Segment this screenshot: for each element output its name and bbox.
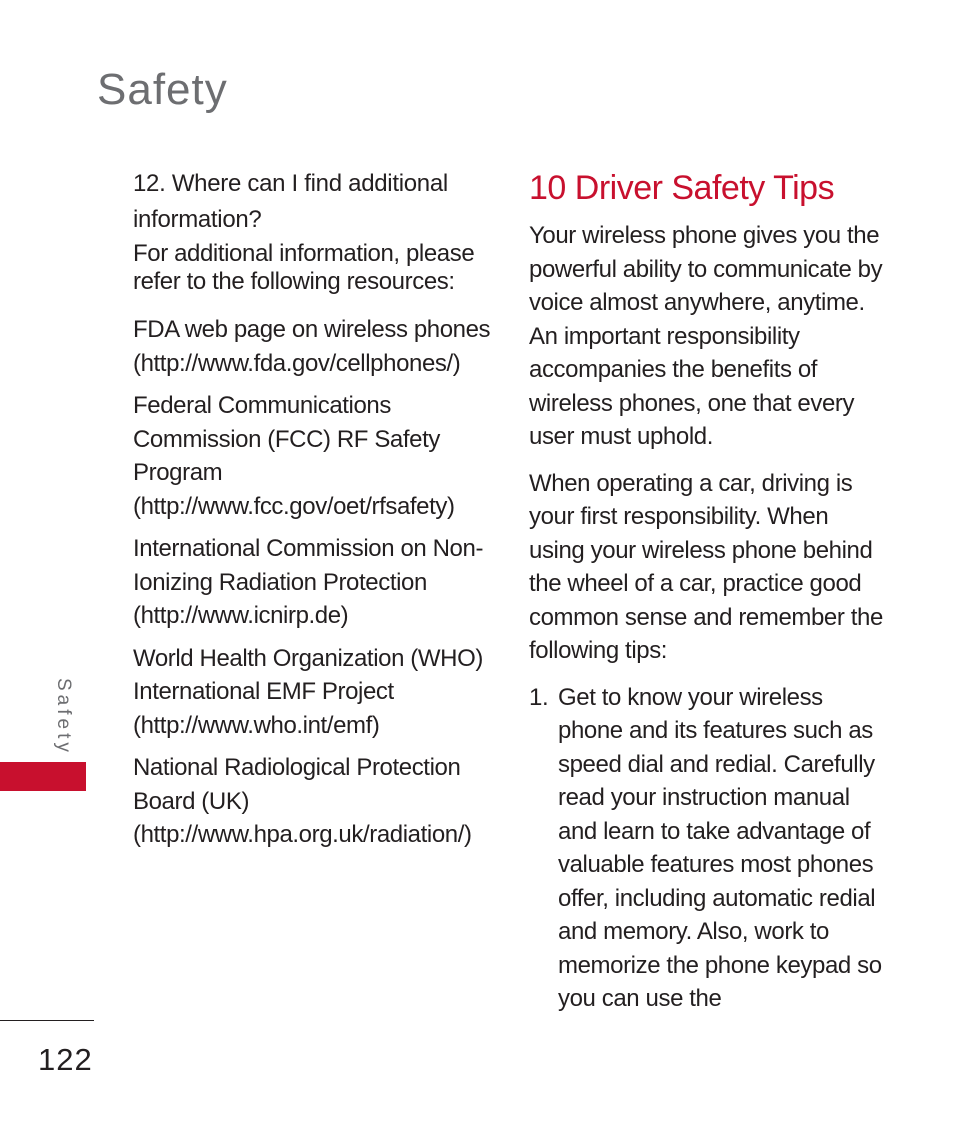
resource-url[interactable]: (http://www.fcc.gov/oet/rfsafety) — [133, 492, 455, 520]
right-body — [529, 219, 889, 1016]
resource-name: National Radiological Protection Board (UK) — [133, 754, 461, 815]
resource-item-icnirp — [133, 532, 493, 633]
resource-url[interactable]: (http://www.fda.gov/cellphones/) — [133, 349, 461, 377]
tip-number: 1. — [529, 683, 549, 711]
question-heading: 12. Where can I find additional information? — [133, 170, 448, 233]
resource-name: International Commission on Non-Ionizing Radiation Protection — [133, 535, 484, 596]
resource-url[interactable]: (http://www.icnirp.de) — [133, 602, 349, 629]
resource-name: World Health Organization (WHO) International EMF Project — [133, 644, 483, 705]
resources-intro: For additional information, please refer to the following resources: — [133, 240, 475, 295]
driving-paragraph: When operating a car, driving is your first responsibility. When using your wireless phone behind the wheel of a car, practice good common sense and remember the following tips: — [529, 469, 883, 664]
list-item — [529, 681, 889, 1016]
resource-name: FDA web page on wireless phones — [133, 316, 491, 343]
left-body — [133, 240, 493, 861]
resource-item-nrpb — [133, 751, 493, 852]
side-tab-label: Safety — [53, 678, 74, 756]
resource-item-who — [133, 642, 493, 743]
resource-item-fcc — [133, 389, 493, 523]
resource-item-fda — [133, 313, 493, 380]
resource-name: Federal Communications Commission (FCC) RF Safety Program — [133, 392, 440, 486]
tip-text: Get to know your wireless phone and its features such as speed dial and redial. Carefully read your instruction manual and learn to take advantage of valuable features most phones offer, including automatic redial and memory. Also, work to memorize the phone keypad so you can use the — [558, 683, 882, 1012]
resource-url[interactable]: (http://www.hpa.org.uk/radiation/) — [133, 821, 472, 848]
intro-paragraph: Your wireless phone gives you the powerful ability to communicate by voice almost anywhere, anytime. An important responsibility accompanies the benefits of wireless phones, one that every user must uphold. — [529, 222, 883, 450]
tips-list — [529, 681, 889, 1016]
page-title: Safety — [97, 65, 228, 114]
section-title: 10 Driver Safety Tips — [529, 169, 835, 207]
footer-divider — [0, 1020, 94, 1021]
side-tab-marker — [0, 762, 86, 791]
page-number: 122 — [38, 1042, 93, 1077]
resource-url[interactable]: (http://www.who.int/emf) — [133, 711, 380, 739]
